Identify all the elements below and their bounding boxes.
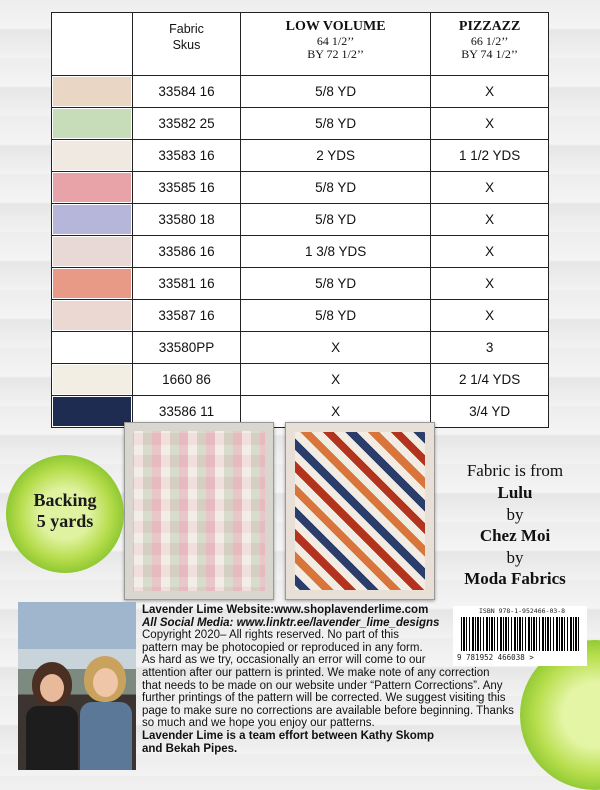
low-volume-header-cell [241, 13, 431, 76]
fabric-swatch-cell [52, 140, 133, 172]
fabric-swatch-cell [52, 300, 133, 332]
copyright-line: pattern may be photocopied or reproduced in any form. [142, 641, 423, 654]
fabric-swatch [53, 237, 131, 266]
backing-line1: Backing [33, 490, 97, 510]
fabric-designer: Chez Moi [479, 526, 551, 545]
sku-cell: 33586 11 [133, 396, 241, 428]
sku-cell: 33580 18 [133, 204, 241, 236]
fabric-source-intro: Fabric is from [466, 461, 564, 480]
sku-header-line2: Skus [172, 38, 201, 52]
website-line: Lavender Lime Website:www.shoplavenderlime.com [142, 604, 429, 616]
fabric-source-by1: by [506, 505, 524, 524]
low-volume-cell: X [241, 332, 431, 364]
pizzazz-cell: X [431, 76, 549, 108]
fabric-manufacturer: Moda Fabrics [464, 569, 566, 588]
sku-cell: 33580PP [133, 332, 241, 364]
sku-cell: 1660 86 [133, 364, 241, 396]
pizzazz-cell: X [431, 268, 549, 300]
sku-header-line1: Fabric [169, 22, 204, 36]
low-volume-size-line2: BY 72 1/2’’ [307, 47, 364, 61]
sku-cell: 33583 16 [133, 140, 241, 172]
fabric-swatch-cell [52, 332, 133, 364]
pizzazz-size-line1: 66 1/2’’ [470, 34, 509, 48]
low-volume-quilt-image [124, 422, 274, 600]
low-volume-cell: 5/8 YD [241, 204, 431, 236]
table-header-row [52, 13, 549, 76]
table-row [52, 300, 549, 332]
social-media-line: All Social Media: www.linktr.ee/lavender_lime_designs [142, 616, 440, 629]
pizzazz-cell: 3 [431, 332, 549, 364]
low-volume-size-line1: 64 1/2’’ [316, 34, 355, 48]
pizzazz-cell: 3/4 YD [431, 396, 549, 428]
designers-photo [18, 602, 136, 770]
sku-cell: 33584 16 [133, 76, 241, 108]
corrections-line: attention after our pattern is printed. We make note of any correction [142, 666, 490, 679]
pizzazz-cell: X [431, 236, 549, 268]
table-row [52, 204, 549, 236]
sku-cell: 33581 16 [133, 268, 241, 300]
fabric-swatch [53, 77, 131, 106]
table-row [52, 140, 549, 172]
low-volume-cell: 5/8 YD [241, 108, 431, 140]
low-volume-cell: 5/8 YD [241, 76, 431, 108]
table-row [52, 108, 549, 140]
corrections-line: page to make sure no corrections are available before beginning. Thanks [142, 704, 514, 717]
table-row [52, 172, 549, 204]
corrections-line: further printings of the pattern will be corrected. We suggest visiting this [142, 692, 506, 705]
isbn-label: ISBN 978-1-952466-03-8 [479, 607, 566, 615]
fabric-swatch [53, 397, 131, 426]
fabric-swatch [53, 365, 131, 394]
low-volume-cell: 1 3/8 YDS [241, 236, 431, 268]
fabric-swatch-cell [52, 396, 133, 428]
corrections-line: As hard as we try, occasionally an error will come to our [142, 654, 426, 667]
fabric-swatch-cell [52, 172, 133, 204]
fabric-swatch [53, 109, 131, 138]
fabric-swatch [53, 205, 131, 234]
fabric-swatch-cell [52, 268, 133, 300]
sku-header-cell [133, 13, 241, 76]
pizzazz-cell: X [431, 204, 549, 236]
table-row [52, 364, 549, 396]
fabric-swatch [53, 301, 131, 330]
fabric-source [440, 460, 590, 590]
low-volume-cell: 2 YDS [241, 140, 431, 172]
fabric-swatch [53, 173, 131, 202]
copyright-line: Copyright 2020– All rights reserved. No part of this [142, 629, 399, 642]
low-volume-cell: X [241, 396, 431, 428]
team-line: and Bekah Pipes. [142, 742, 238, 755]
fabric-requirements-table [51, 12, 549, 428]
pizzazz-cell: X [431, 300, 549, 332]
pizzazz-cell: 2 1/4 YDS [431, 364, 549, 396]
table-row [52, 76, 549, 108]
fabric-swatch-cell [52, 108, 133, 140]
isbn-number: 9 781952 466038 > [457, 653, 534, 662]
swatch-header-cell [52, 13, 133, 76]
fabric-swatch-cell [52, 236, 133, 268]
corrections-line: so much and we hope you enjoy our patterns. [142, 717, 375, 730]
fabric-swatch-cell [52, 204, 133, 236]
table-row [52, 332, 549, 364]
low-volume-cell: 5/8 YD [241, 268, 431, 300]
fabric-swatch [53, 269, 131, 298]
team-line: Lavender Lime is a team effort between Kathy Skomp [142, 729, 435, 742]
barcode-icon [461, 617, 579, 651]
pizzazz-cell: 1 1/2 YDS [431, 140, 549, 172]
low-volume-title: LOW VOLUME [285, 19, 386, 34]
low-volume-cell: 5/8 YD [241, 172, 431, 204]
pizzazz-header-cell [431, 13, 549, 76]
fabric-swatch-cell [52, 76, 133, 108]
pizzazz-quilt-image [285, 422, 435, 600]
pizzazz-cell: X [431, 108, 549, 140]
sku-cell: 33585 16 [133, 172, 241, 204]
isbn-barcode [453, 606, 587, 666]
fabric-source-by2: by [506, 548, 524, 567]
backing-label [22, 490, 108, 532]
table-row [52, 236, 549, 268]
sku-cell: 33587 16 [133, 300, 241, 332]
table-row [52, 268, 549, 300]
fabric-swatch [53, 333, 131, 362]
pizzazz-title: PIZZAZZ [458, 19, 521, 34]
fabric-swatch [53, 141, 131, 170]
backing-line2: 5 yards [36, 511, 94, 531]
pizzazz-size-line2: BY 74 1/2’’ [461, 47, 518, 61]
low-volume-cell: X [241, 364, 431, 396]
sku-cell: 33586 16 [133, 236, 241, 268]
fabric-collection: Lulu [497, 483, 533, 502]
sku-cell: 33582 25 [133, 108, 241, 140]
corrections-line: that needs to be made on our website under “Pattern Corrections”. Any [142, 679, 503, 692]
pizzazz-cell: X [431, 172, 549, 204]
low-volume-cell: 5/8 YD [241, 300, 431, 332]
fabric-swatch-cell [52, 364, 133, 396]
